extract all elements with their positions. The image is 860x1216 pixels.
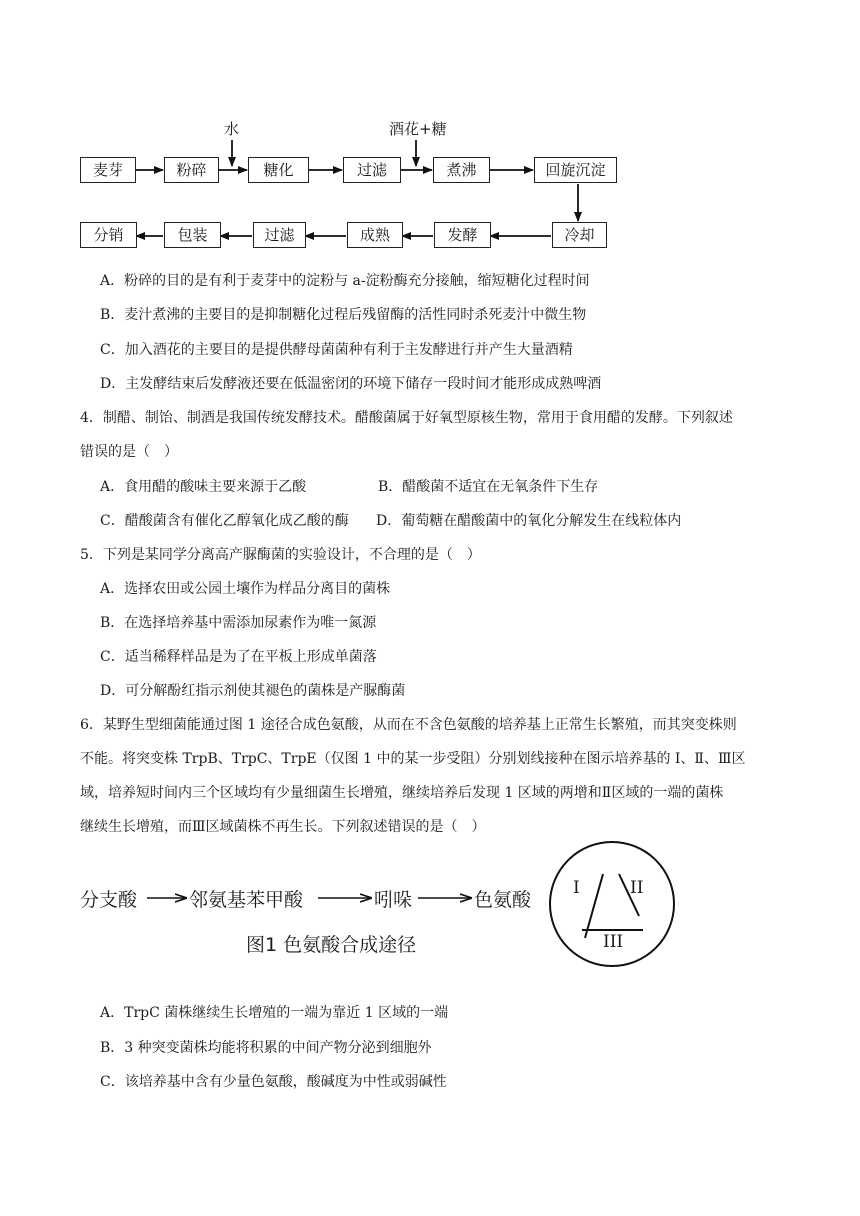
pathway-chorismate: 分支酸 (80, 889, 138, 911)
flow-step-saccharify: 糖化 (248, 157, 309, 183)
flow-step-boil: 煮沸 (433, 157, 490, 183)
q6-option-c: C．该培养基中含有少量色氨酸，酸碱度为中性或弱碱性 (100, 1074, 447, 1090)
flow-step-mature: 成熟 (347, 222, 403, 248)
q6-option-a: A．TrpC 菌株继续生长增殖的一端为靠近 1 区域的一端 (100, 1005, 449, 1021)
q6-stem-line4: 继续生长增殖，而Ⅲ区域菌株不再生长。下列叙述错误的是（ ） (80, 819, 486, 835)
streak-region-1 (585, 874, 603, 938)
flow-step-package: 包装 (164, 222, 221, 248)
q5-option-d: D．可分解酚红指示剂使其褪色的菌株是产脲酶菌 (100, 683, 406, 699)
q3-option-c: C．加入酒花的主要目的是提供酵母菌菌种有利于主发酵进行并产生大量酒精 (100, 342, 573, 358)
flow-step-filter-1: 过滤 (343, 157, 401, 183)
flow-step-filter-2: 过滤 (253, 222, 306, 248)
q4-option-b: B．醋酸菌不适宜在无氧条件下生存 (378, 479, 599, 495)
q6-stem-line1: 6．某野生型细菌能通过图 1 途径合成色氨酸，从而在不含色氨酸的培养基上正常生长繁殖，而其突变株则 (80, 717, 737, 733)
plate-label-2: II (630, 878, 644, 898)
input-hops-label: 酒花+糖 (389, 120, 447, 138)
flow-step-whirlpool: 回旋沉淀 (534, 157, 617, 183)
q4-stem-line1: 4．制醋、制饴、制酒是我国传统发酵技术。醋酸菌属于好氧型原核生物，常用于食用醋的发酵。下列叙述 (80, 410, 733, 426)
q3-option-d: D．主发酵结束后发酵液还要在低温密闭的环境下储存一段时间才能形成成熟啤酒 (100, 376, 602, 392)
q5-option-c: C．适当稀释样品是为了在平板上形成单菌落 (100, 649, 377, 665)
q5-option-a: A．选择农田或公园土壤作为样品分离目的菌株 (100, 581, 391, 597)
q5-option-b: B．在选择培养基中需添加尿素作为唯一氮源 (100, 615, 377, 631)
q4-option-a: A．食用醋的酸味主要来源于乙酸 (100, 479, 307, 495)
pathway-tryptophan: 色氨酸 (474, 889, 532, 911)
pathway-indole: 吲哚 (374, 889, 413, 911)
flow-step-crush: 粉碎 (164, 157, 219, 183)
flow-step-distribute: 分销 (80, 222, 137, 248)
q4-option-d: D．葡萄糖在醋酸菌中的氧化分解发生在线粒体内 (376, 513, 682, 529)
figure-caption: 图1 色氨酸合成途径 (246, 934, 417, 956)
q6-option-b: B．3 种突变菌株均能将积累的中间产物分泌到细胞外 (100, 1040, 432, 1056)
plate-label-3: III (603, 932, 624, 952)
pathway-anthranilate: 邻氨基苯甲酸 (189, 889, 304, 911)
q3-option-a: A．粉碎的目的是有利于麦芽中的淀粉与 a-淀粉酶充分接触，缩短糖化过程时间 (100, 273, 590, 289)
q6-stem-line3: 域，培养短时间内三个区域均有少量细菌生长增殖，继续培养后发现 1 区域的两增和Ⅱ区域的一端的菌株 (80, 785, 724, 801)
q4-stem-line2: 错误的是（ ） (80, 444, 178, 460)
flow-step-ferment: 发酵 (434, 222, 491, 248)
input-water-label: 水 (224, 120, 240, 138)
q4-option-c: C．醋酸菌含有催化乙醇氧化成乙酸的酶 (100, 513, 349, 529)
q3-option-b: B．麦汁煮沸的主要目的是抑制糖化过程后残留酶的活性同时杀死麦汁中微生物 (100, 307, 587, 323)
q5-stem: 5．下列是某同学分离高产脲酶菌的实验设计，不合理的是（ ） (80, 547, 481, 563)
q6-stem-line2: 不能。将突变株 TrpB、TrpC、TrpE（仅图 1 中的某一步受阻）分别划线接种在图示培养基的 I、Ⅱ、Ⅲ区 (80, 751, 746, 767)
flow-step-malt: 麦芽 (80, 157, 136, 183)
flow-step-cool: 冷却 (552, 222, 607, 248)
plate-label-1: I (573, 878, 580, 898)
pathway-arrows (0, 880, 560, 920)
